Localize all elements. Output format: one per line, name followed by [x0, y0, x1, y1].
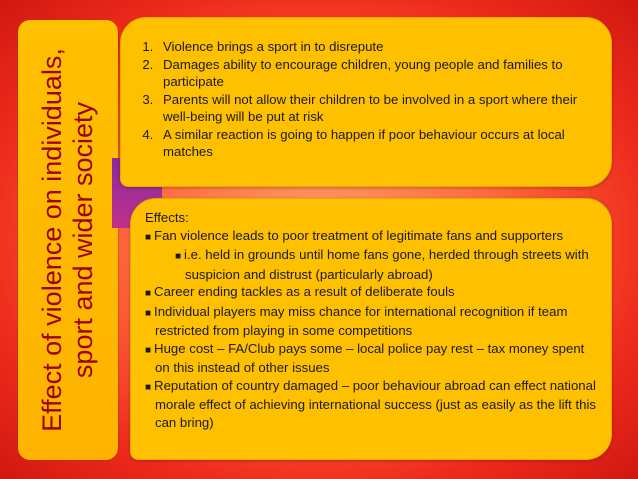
reason-item: 3. Parents will not allow their children to be involved in a sport where their well-being will be put at risk [157, 91, 593, 126]
effect-text: Huge cost – FA/Club pays some – local police pay rest – tax money spent on this instead of other issues [154, 340, 585, 375]
effect-text: i.e. held in grounds until home fans gone, herded through streets with suspicion and distrust (particularly abroad) [184, 247, 589, 282]
effect-item [145, 340, 597, 377]
reasons-list [141, 38, 593, 161]
effect-text: Reputation of country damaged – poor behaviour abroad can effect national morale effect of achieving international success (just as easily as the lift this can bring) [154, 377, 597, 430]
square-bullet-icon: ■ [145, 344, 152, 356]
effect-text: Career ending tackles as a result of deliberate fouls [154, 284, 455, 299]
square-bullet-icon: ■ [175, 251, 182, 262]
reason-item: 4. A similar reaction is going to happen if poor behaviour occurs at local matches [157, 126, 593, 161]
square-bullet-icon: ■ [145, 231, 152, 243]
effect-item [145, 227, 597, 247]
square-bullet-icon: ■ [145, 288, 152, 299]
title-panel [18, 20, 118, 460]
effect-subitem [145, 246, 597, 283]
effect-text: Fan violence leads to poor treatment of legitimate fans and supporters [154, 227, 564, 243]
effect-item [145, 303, 597, 340]
reasons-box [120, 17, 612, 187]
effect-item [145, 283, 597, 303]
reason-item: 1. Violence brings a sport in to disrepute [157, 38, 593, 56]
slide-title: Effect of violence on individuals, sport and wider society [37, 48, 98, 432]
effect-text: Individual players may miss chance for international recognition if team restricted from playing in some competitions [154, 303, 568, 338]
square-bullet-icon: ■ [145, 381, 152, 393]
square-bullet-icon: ■ [145, 307, 152, 319]
effects-heading: Effects: [145, 210, 189, 225]
reason-item: 2. Damages ability to encourage children, young people and families to participate [157, 56, 593, 91]
effects-box [130, 198, 612, 460]
effect-item [145, 377, 597, 432]
